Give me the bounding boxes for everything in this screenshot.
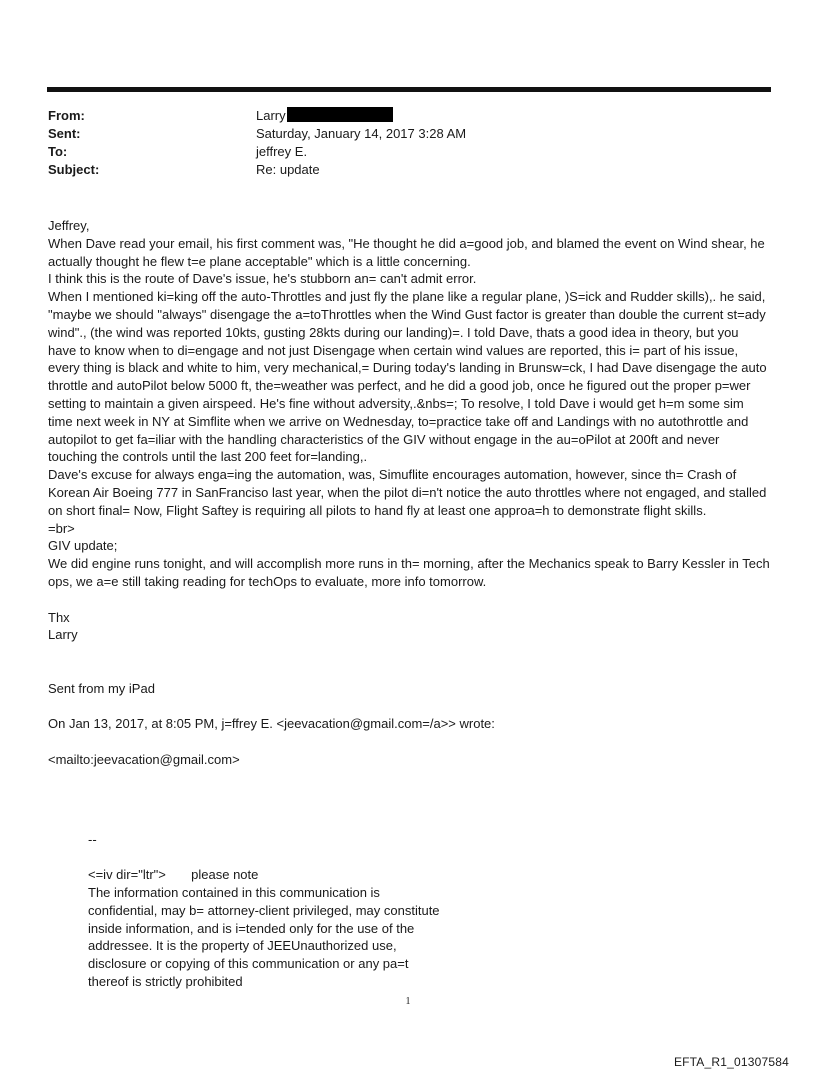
quoted-block — [88, 831, 448, 991]
quoted-dashes: -- — [88, 831, 97, 847]
paragraph-2: I think this is the route of Dave's issue, he's stubborn an= can't admit error. — [48, 271, 477, 287]
from-name: Larry — [256, 108, 286, 123]
quoted-note-line: <=iv dir="ltr"> please note — [88, 867, 259, 883]
email-header — [48, 107, 768, 179]
thx: Thx — [48, 609, 70, 625]
document-id: EFTA_R1_01307584 — [673, 1055, 789, 1069]
sent-row — [48, 125, 768, 143]
greeting: Jeffrey, — [48, 218, 90, 233]
subject-row — [48, 161, 768, 179]
to-value: jeffrey E. — [256, 144, 308, 159]
signature: Larry — [48, 627, 78, 643]
redaction-box — [287, 107, 393, 122]
from-row — [48, 107, 768, 125]
paragraph-4: Dave's excuse for always enga=ing the automation, was, Simuflite encourages automation, however, since th= Crash of Korean Air Boeing 777 in SanFranciso last year, when the pilot di=n't notice the auto throttles where not engaged, and stalled on short final= Now, Flight Saftey is requiring all pilots to hand fly at least one approa=h to demonstrate flight skills. — [48, 467, 767, 518]
mailto-line: <mailto:jeevacation@gmail.com> — [48, 751, 240, 767]
quoted-disclaimer: The information contained in this communication is confidential, may b= attorney-client privileged, may constitute inside information, and is i=tended only for the use of the addressee. It is the property of JEEUnauthorized use, disclosure or copying of this communication or any pa=t thereof is strictly prohibited — [88, 885, 440, 990]
paragraph-3: When I mentioned ki=king off the auto-Throttles and just fly the plane like a regular plane, )S=ick and Rudder skills),. he said, "maybe we should "always" disengage the a=toThrottles when the Wind Gust factor is greater than double the current st=ady wind"., (the wind was reported 10kts, gusting 28kts during our landing)=. I told Dave, thats a good idea in theory, but you have to know when to di=engage and not just Disengage when certain wind values are reported, this i= part of his issue, every thing is black and white to him, very mechanical,= During today's landing in Brunsw=ck, I had Dave disengage the auto throttle and autoPilot below 5000 ft, the=weather was perfect, and he did a good job, once he figured out the proper p=wer setting to maintain a given airspeed. He's fine without adversity,.&nbs=; To resolve, I told Dave i would get h=m some sim time next week in NY at Simflite when we arrive on Wednesday, to=practice take off and Landings with no autothrottle and autopilot to get fa=iliar with the handling characteristics of the GIV without engage in the au=oPilot at 200ft and never touching the controls until the last 200 feet for=landing,. — [48, 289, 767, 465]
top-rule — [47, 87, 771, 92]
email-body — [48, 217, 770, 991]
from-label: From: — [48, 108, 85, 123]
page-number: 1 — [405, 996, 411, 1007]
giv-heading: GIV update; — [48, 538, 118, 554]
subject-label: Subject: — [48, 162, 100, 177]
sent-value: Saturday, January 14, 2017 3:28 AM — [256, 126, 467, 141]
paragraph-1: When Dave read your email, his first comment was, "He thought he did a=good job, and blamed the event on Wind shear, he actually thought he flew t=e plane acceptable" which is a little concerning. — [48, 235, 765, 269]
to-row — [48, 143, 768, 161]
br-line: =br> — [48, 520, 75, 536]
reply-line: On Jan 13, 2017, at 8:05 PM, j=ffrey E. <jeevacation@gmail.com=/a>> wrote: — [48, 716, 495, 732]
paragraph-5: We did engine runs tonight, and will accomplish more runs in th= morning, after the Mechanics speak to Barry Kessler in Tech ops, we a=e still taking reading for techOps to evaluate, more info tomorrow. — [48, 556, 770, 589]
sent-label: Sent: — [48, 126, 81, 141]
subject-value: Re: update — [256, 162, 320, 177]
to-label: To: — [48, 144, 68, 159]
from-value — [256, 107, 768, 125]
sent-from: Sent from my iPad — [48, 680, 155, 696]
